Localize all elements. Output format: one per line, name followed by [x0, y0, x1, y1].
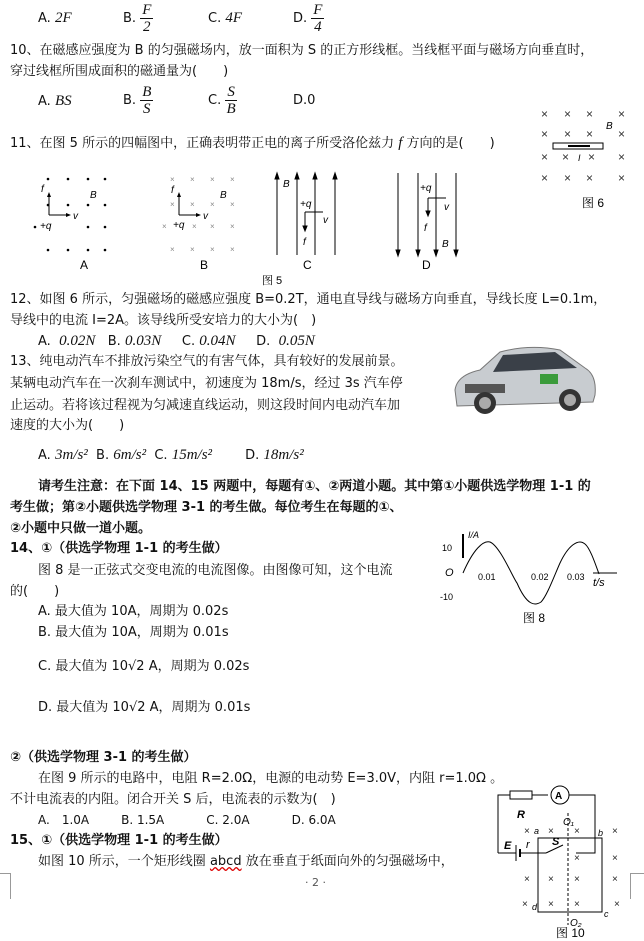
fraction [140, 2, 153, 35]
notice-line2: 考生做；第②小题供选学物理 3-1 的考生做。每位考生在每题的①、 [10, 500, 403, 515]
q10-line1: 10、在磁感应强度为 B 的匀强磁场内，放一面积为 S 的正方形线框。当线框平面与磁场方向垂直时， [10, 43, 594, 58]
fig5-a-b-label: B [90, 190, 97, 201]
fig5-d-b-label: B [442, 239, 449, 250]
fig8-caption: 图 8 [523, 611, 546, 625]
option-value: 3m/s² [54, 447, 88, 463]
svg-text:×: × [586, 127, 594, 141]
spellcheck-word: abcd [209, 854, 242, 869]
q13-line2: 某辆电动汽车在一次刹车测试中，初速度为 18m/s，经过 3s 汽车停 [10, 376, 403, 391]
q14-1-option-b: B. 最大值为 10A，周期为 0.01s [38, 625, 229, 640]
option-letter: A. [38, 11, 51, 26]
fig5-a-caption: A [80, 258, 89, 272]
option-b [123, 2, 153, 35]
svg-text:×: × [541, 127, 549, 141]
svg-text:×: × [612, 826, 618, 837]
svg-text:×: × [230, 200, 235, 209]
resistor [510, 791, 532, 799]
q11-text-pre: 11、在图 5 所示的四幅图中，正确表明带正电的离子所受洛伦兹力 [10, 136, 395, 151]
fig8-xtick: 0.01 [478, 572, 496, 582]
resistor-label: R [517, 809, 525, 821]
svg-text:×: × [548, 899, 554, 910]
option-letter: B. [123, 93, 137, 108]
fig6-caption: 图 6 [582, 196, 605, 210]
numerator: F [313, 2, 323, 18]
svg-text:×: × [541, 150, 549, 164]
numerator: F [142, 2, 152, 18]
notice-line3: ②小题中只做一道小题。 [10, 521, 152, 536]
svg-text:×: × [170, 175, 175, 184]
fig5-caption: 图 5 [262, 275, 283, 287]
option-c [208, 10, 242, 27]
fig5-a-v-label: v [73, 211, 78, 222]
option-letter: C. [181, 334, 196, 349]
svg-text:×: × [210, 245, 215, 254]
svg-text:×: × [614, 899, 620, 910]
q14-1-line2: 的( ) [10, 584, 60, 599]
svg-text:×: × [564, 107, 572, 121]
svg-text:×: × [230, 245, 235, 254]
option-letter: B. [123, 11, 137, 26]
q12-options [38, 332, 315, 351]
option-d [293, 2, 324, 35]
out-of-page-field-dots [34, 178, 107, 252]
option-value: BS [54, 93, 72, 109]
fig5-b-q-label: +q [173, 220, 185, 231]
fig8-ytick-neg10: -10 [440, 592, 454, 602]
svg-text:×: × [170, 245, 175, 254]
svg-text:×: × [618, 127, 626, 141]
q14-1-line1: 图 8 是一正弦式交变电流的电流图像。由图像可知，这个电流 [38, 563, 393, 578]
option-letter: A. [38, 448, 51, 463]
svg-text:×: × [190, 175, 195, 184]
svg-text:×: × [548, 826, 554, 837]
corner-a-label: a [534, 826, 540, 836]
svg-text:×: × [170, 200, 175, 209]
svg-text:×: × [230, 222, 235, 231]
svg-text:×: × [588, 150, 596, 164]
fig5-c-v-label: v [323, 215, 328, 226]
fraction [140, 84, 153, 117]
option-letter: D. [293, 11, 308, 26]
svg-text:×: × [574, 899, 580, 910]
svg-text:×: × [618, 171, 626, 185]
svg-text:×: × [564, 127, 572, 141]
option-value: 18m/s² [263, 447, 304, 463]
internal-resistance-label: r [526, 839, 530, 851]
fig8-ytick-10: 10 [442, 543, 453, 553]
fig5-panel-c [275, 173, 337, 272]
option-letter: C. [208, 93, 222, 108]
electric-car-image [445, 340, 600, 420]
fig8-xtick: 0.02 [531, 572, 549, 582]
q12-line1: 12、如图 6 所示，匀强磁场的磁感应强度 B=0.2T，通电直导线与磁场方向垂直，导线长度 L=0.1m， [10, 292, 607, 307]
q13-line3: 止运动。若将该过程视为匀减速直线运动，则这段时间内电动汽车加 [10, 398, 401, 413]
q14-2-line1: 在图 9 所示的电路中，电阻 R=2.0Ω，电源的电动势 E=3.0V，内阻 r=1.0Ω 。 [38, 771, 504, 786]
corner-c-label: c [604, 909, 609, 919]
q14-2-title: ②（供选学物理 3-1 的考生做） [10, 750, 197, 765]
q15-1-title: 15、①（供选学物理 1-1 的考生做） [10, 833, 228, 848]
svg-text:×: × [524, 874, 530, 885]
q14-1-title: 14、①（供选学物理 1-1 的考生做） [10, 541, 228, 556]
numerator: S [227, 84, 235, 100]
svg-text:×: × [190, 200, 195, 209]
fig8-xlabel: t/s [593, 577, 605, 589]
figure-6 [538, 105, 644, 215]
option-c: C. 2.0A [206, 813, 250, 827]
option-value: 2F [54, 10, 72, 26]
option-d: D. 6.0A [291, 813, 336, 827]
o1-label: O₁ [563, 817, 574, 828]
option-value: 6m/s² [113, 447, 147, 463]
page-corner-left [0, 873, 11, 899]
fig6-i-label: I [578, 153, 581, 163]
fig5-b-f-label: f [171, 185, 174, 196]
svg-text:×: × [541, 107, 549, 121]
option-value: 0.02N [59, 333, 96, 349]
svg-text:×: × [564, 171, 572, 185]
option-letter: D. [256, 334, 271, 349]
corner-d-label: d [532, 902, 538, 912]
svg-text:×: × [524, 826, 530, 837]
q10-line2: 穿过线框所围成面积的磁通量为( ) [10, 64, 229, 79]
option-letter: B. [107, 334, 121, 349]
svg-text:×: × [574, 826, 580, 837]
q10-option-c [208, 84, 237, 117]
svg-text:×: × [541, 171, 549, 185]
fig5-b-caption: B [200, 258, 209, 272]
q13-line1: 13、纯电动汽车不排放污染空气的有害气体，具有较好的发展前景。 [10, 354, 404, 369]
option-letter: C. [208, 11, 222, 26]
option-letter: C. [154, 448, 168, 463]
into-page-field-crosses [522, 826, 620, 910]
fig5-d-v-label: v [444, 202, 449, 213]
q14-2-options [38, 811, 336, 829]
option-letter: A. [38, 94, 51, 109]
q11-text-post: 方向的是( ) [406, 136, 495, 151]
fig5-b-b-label: B [220, 190, 227, 201]
option-value: 0.04N [199, 333, 236, 349]
option-value: 0.05N [278, 333, 315, 349]
fig5-panel-d [396, 173, 458, 272]
fraction [225, 84, 237, 117]
option-a: A. 1.0A [38, 813, 90, 827]
svg-text:×: × [612, 853, 618, 864]
svg-text:×: × [618, 150, 626, 164]
corner-b-label: b [598, 828, 604, 838]
svg-text:×: × [548, 874, 554, 885]
svg-text:×: × [522, 899, 528, 910]
svg-text:×: × [574, 874, 580, 885]
q10-option-d: D.0 [293, 93, 316, 108]
figure-10 [488, 785, 644, 941]
page-number: · 2 · [305, 876, 326, 889]
q11-text [10, 134, 495, 153]
fig8-xtick: 0.03 [567, 572, 585, 582]
denominator: 2 [143, 19, 151, 35]
option-letter: A. [38, 334, 51, 349]
fig5-d-f-label: f [424, 223, 427, 234]
option-b: B. 1.5A [121, 813, 165, 827]
q14-1-option-d: D. 最大值为 10√2 A，周期为 0.01s [38, 700, 251, 715]
q14-1-option-c: C. 最大值为 10√2 A，周期为 0.02s [38, 659, 250, 674]
svg-text:×: × [190, 245, 195, 254]
q13-options [38, 446, 304, 465]
option-value: 15m/s² [171, 447, 213, 463]
switch-label: S [552, 836, 560, 848]
fig8-ylabel: I/A [468, 530, 480, 540]
option-letter: D. [245, 448, 260, 463]
denominator: 4 [314, 19, 322, 35]
figure-5 [30, 165, 490, 290]
figure-8 [435, 528, 625, 633]
svg-text:×: × [586, 107, 594, 121]
q14-1-option-a: A. 最大值为 10A，周期为 0.02s [38, 604, 229, 619]
q13-line4: 速度的大小为( ) [10, 418, 125, 433]
o2-label: O₂ [570, 918, 582, 929]
svg-text:×: × [574, 853, 580, 864]
q15-text-post: 放在垂直于纸面向外的匀强磁场中， [241, 854, 454, 869]
svg-text:×: × [612, 874, 618, 885]
fig10-caption: 图 10 [556, 926, 585, 940]
fig5-c-f-label: f [303, 237, 306, 248]
fig5-c-q-label: +q [300, 199, 312, 210]
svg-text:×: × [210, 222, 215, 231]
fig5-a-f-label: f [41, 184, 44, 195]
fig5-c-caption: C [303, 258, 312, 272]
emf-label: E [504, 840, 512, 852]
fraction [311, 2, 324, 35]
fig5-b-v-label: v [203, 211, 208, 222]
option-a [38, 10, 72, 27]
q10-option-a [38, 93, 72, 110]
notice-line1: 请考生注意：在下面 14、15 两题中，每题有①、②两道小题。其中第①小题供选学物理 1-1 的 [38, 479, 591, 494]
svg-text:×: × [210, 200, 215, 209]
fig5-c-b-label: B [283, 179, 290, 190]
option-letter: B. [96, 448, 110, 463]
q15-text-pre: 如图 10 所示，一个矩形线圈 [38, 854, 210, 869]
fig6-b-label: B [606, 121, 613, 132]
svg-text:×: × [210, 175, 215, 184]
q12-line2: 导线中的电流 I=2A。该导线所受安培力的大小为( ) [10, 313, 317, 328]
q14-2-line2: 不计电流表的内阻。闭合开关 S 后，电流表的示数为( ) [10, 792, 336, 807]
option-value: 4F [225, 10, 243, 26]
svg-text:×: × [618, 107, 626, 121]
q11-force-symbol: f [398, 135, 403, 151]
fig5-panel-a [34, 178, 107, 272]
denominator: S [143, 101, 151, 117]
svg-text:×: × [192, 222, 197, 231]
fig5-d-q-label: +q [420, 183, 432, 194]
fig5-d-caption: D [422, 258, 431, 272]
fig5-panel-b [162, 175, 235, 272]
svg-text:×: × [562, 150, 570, 164]
q10-option-b [123, 84, 153, 117]
svg-text:×: × [230, 175, 235, 184]
ammeter-label: A [555, 791, 563, 802]
option-value: 0.03N [124, 333, 162, 349]
svg-text:×: × [586, 171, 594, 185]
svg-text:×: × [162, 222, 167, 231]
fig5-a-q-label: +q [40, 221, 52, 232]
q15-1-line1 [38, 853, 454, 871]
fig8-origin: O [445, 567, 454, 579]
numerator: B [142, 84, 152, 100]
denominator: B [226, 101, 236, 117]
